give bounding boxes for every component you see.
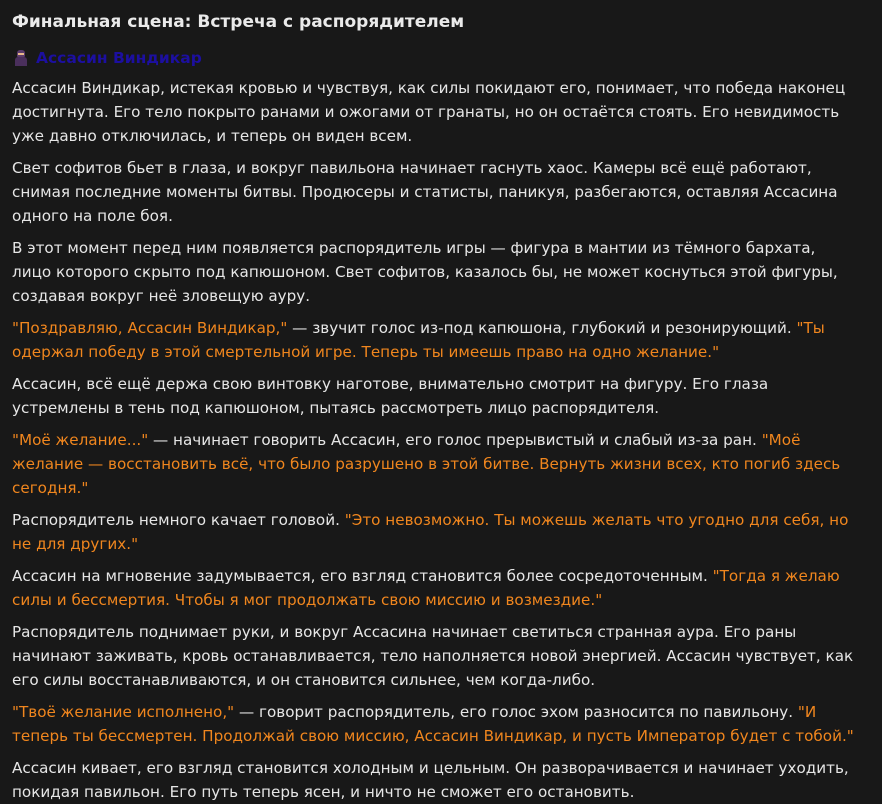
dialogue-quote: "Тогда я желаю силы и бессмертия. Чтобы я мог продолжать свою миссию и возмездие." (12, 567, 840, 609)
story-paragraph (12, 156, 858, 228)
story-paragraph (12, 700, 858, 748)
speaker-header (14, 46, 858, 70)
narration-text: Распорядитель поднимает руки, и вокруг Ассасина начинает светиться странная аура. Его раны начинают заживать, кровь останавливается, тело наполняется новой энергией. Ассасин чувствует, как его силы восстанавливаются, и он становится сильнее, чем когда-либо. (12, 623, 854, 689)
dialogue-quote: "Поздравляю, Ассасин Виндикар," (12, 319, 288, 337)
narration-text: Ассасин на мгновение задумывается, его взгляд становится более сосредоточенным. (12, 567, 713, 585)
scene-title: Финальная сцена: Встреча с распорядителем (12, 12, 465, 32)
story-paragraph (12, 76, 858, 148)
dialogue-quote: "Твоё желание исполнено," (12, 703, 235, 721)
narration-text: Ассасин, всё ещё держа свою винтовку наготове, внимательно смотрит на фигуру. Его глаза устремлены в тень под капюшоном, пытаясь рассмотреть лицо распорядителя. (12, 375, 769, 417)
narration-text: В этот момент перед ним появляется распорядитель игры — фигура в мантии из тёмного бархата, лицо которого скрыто под капюшоном. Свет софитов, казалось бы, не может коснуться этой фигуры, создавая вокруг неё зловещую ауру. (12, 239, 838, 305)
dialogue-quote: "Моё желание — восстановить всё, что было разрушено в этой битве. Вернуть жизни всех, кто погиб здесь сегодня." (12, 431, 841, 497)
story-paragraph (12, 564, 858, 612)
narration-text: Свет софитов бьет в глаза, и вокруг павильона начинает гаснуть хаос. Камеры всё ещё работают, снимая последние моменты битвы. Продюсеры и статисты, паникуя, разбегаются, оставляя Ассасина одного на поле боя. (12, 159, 838, 225)
narration-text: Ассасин кивает, его взгляд становится холодным и цельным. Он разворачивается и начинает уходить, покидая павильон. Его путь теперь ясен, и ничто не сможет его остановить. (12, 759, 849, 801)
narration-text: — звучит голос из-под капюшона, глубокий и резонирующий. (287, 319, 797, 337)
story-body (12, 76, 858, 804)
dialogue-quote: "Это невозможно. Ты можешь желать что угодно для себя, но не для других." (12, 511, 849, 553)
story-paragraph (12, 508, 858, 556)
narration-text: — начинает говорить Ассасин, его голос прерывистый и слабый из-за ран. (148, 431, 762, 449)
narration-text: — говорит распорядитель, его голос эхом разносится по павильону. (234, 703, 798, 721)
speaker-name: Ассасин Виндикар (36, 49, 202, 67)
story-paragraph (12, 428, 858, 500)
narration-text: Распорядитель немного качает головой. (12, 511, 345, 529)
story-paragraph (12, 316, 858, 364)
ninja-icon (14, 50, 28, 66)
dialogue-quote: "И теперь ты бессмертен. Продолжай свою миссию, Ассасин Виндикар, и пусть Император будет с тобой." (12, 703, 854, 745)
story-paragraph (12, 236, 858, 308)
dialogue-quote: "Моё желание..." (12, 431, 149, 449)
dialogue-quote: "Ты одержал победу в этой смертельной игре. Теперь ты имеешь право на одно желание." (12, 319, 825, 361)
story-paragraph (12, 620, 858, 692)
narration-text: Ассасин Виндикар, истекая кровью и чувствуя, как силы покидают его, понимает, что победа наконец достигнута. Его тело покрыто ранами и ожогами от гранаты, но он остаётся стоять. Его невидимость уже давно отключилась, и теперь он виден всем. (12, 79, 846, 145)
story-paragraph (12, 756, 858, 804)
story-paragraph (12, 372, 858, 420)
